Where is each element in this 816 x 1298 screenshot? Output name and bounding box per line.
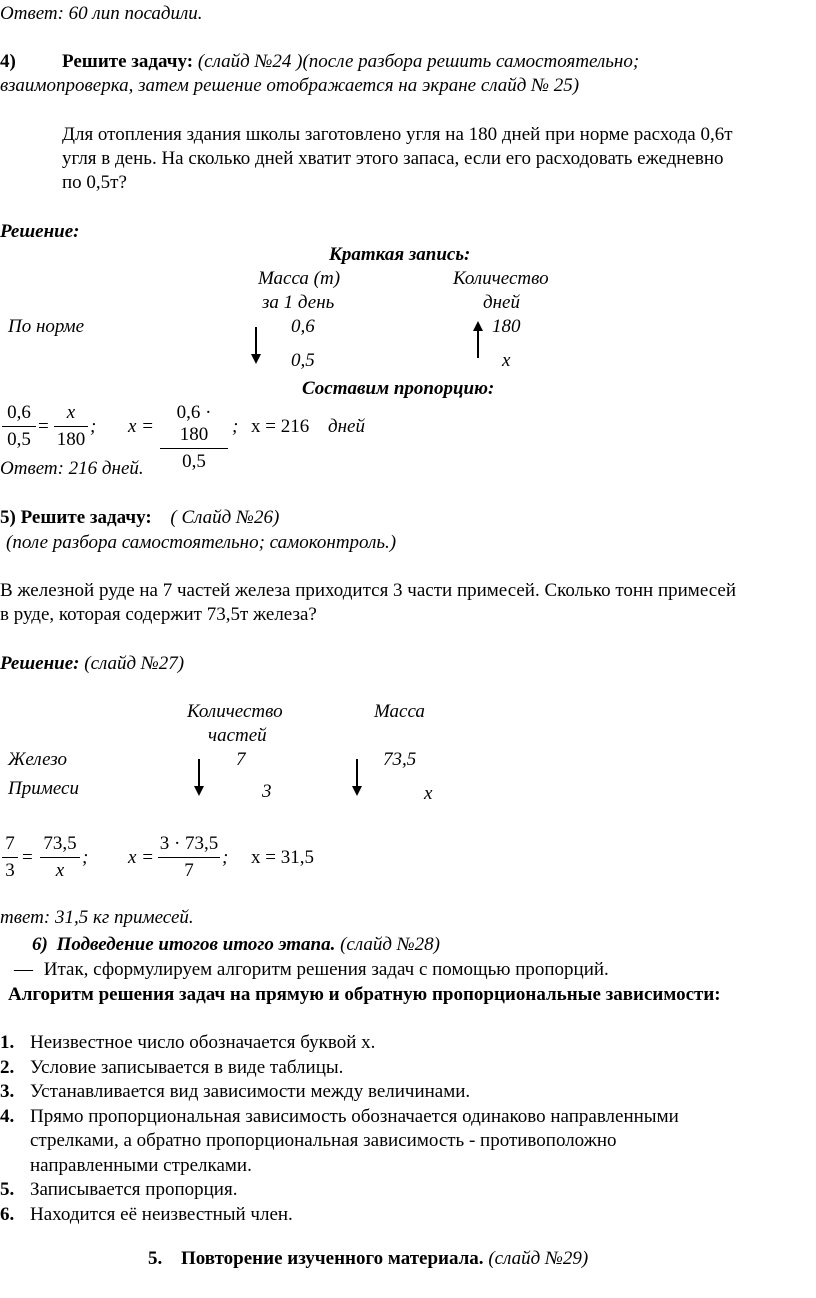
equals-sign: = bbox=[22, 847, 33, 868]
task5-solution-line bbox=[0, 652, 184, 676]
task4-col1-line2: за 1 день bbox=[262, 292, 335, 313]
algorithm-item bbox=[0, 1129, 617, 1153]
task5-col1-line1: Количество bbox=[187, 701, 283, 722]
fraction bbox=[158, 833, 220, 882]
task5-row2-parts: 3 bbox=[262, 781, 272, 802]
algorithm-item-text: направленными стрелками. bbox=[30, 1155, 252, 1176]
result-unit: дней bbox=[328, 416, 365, 437]
algorithm-item-text: Прямо пропорциональная зависимость обозначается одинаково направленными bbox=[30, 1106, 679, 1127]
task4-problem-line2: угля в день. На сколько дней хватит этого запаса, если его расходовать ежедневно bbox=[62, 148, 724, 169]
task4-col2-line2: дней bbox=[483, 292, 520, 313]
task4-note-line2: взаимопроверка, затем решение отображается на экране слайд № 25) bbox=[0, 75, 580, 96]
fraction-denominator: 7 bbox=[184, 860, 194, 881]
task5-row1-mass: 73,5 bbox=[383, 749, 417, 770]
fraction-numerator: 3 · 73,5 bbox=[159, 833, 219, 854]
result: x = 216 bbox=[251, 416, 310, 437]
task5-note: (поле разбора самостоятельно; самоконтроль.) bbox=[6, 532, 397, 553]
algorithm-item-text: Неизвестное число обозначается буквой х. bbox=[30, 1032, 376, 1053]
task4-row2-mass: 0,5 bbox=[291, 350, 315, 371]
step6-dash-text: Итак, сформулируем алгоритм решения задач с помощью пропорций. bbox=[43, 959, 609, 980]
fraction bbox=[2, 833, 18, 882]
fraction-denominator: 3 bbox=[5, 860, 15, 881]
fraction bbox=[160, 402, 228, 473]
task5-heading: Решите задачу: bbox=[20, 507, 152, 528]
step6-heading-line bbox=[32, 933, 440, 957]
algorithm-title: Алгоритм решения задач на прямую и обратную пропорциональные зависимости: bbox=[8, 984, 721, 1005]
list-number: 6. bbox=[0, 1204, 15, 1225]
fraction-numerator: 7 bbox=[5, 833, 15, 854]
fraction-denominator: 0,5 bbox=[7, 429, 31, 450]
step6-dash-line bbox=[14, 958, 609, 982]
task4-short-note-title: Краткая запись: bbox=[329, 244, 471, 265]
task5-col1-line2: частей bbox=[208, 725, 267, 746]
algorithm-item bbox=[0, 1105, 679, 1129]
equals-sign: = bbox=[38, 416, 49, 437]
arrow-down-icon bbox=[248, 326, 264, 366]
fraction-denominator: 0,5 bbox=[182, 451, 206, 472]
task4-note-line1: (слайд №24 )(после разбора решить самостоятельно; bbox=[197, 51, 640, 72]
task5-heading-line bbox=[0, 506, 279, 530]
list-number: 3. bbox=[0, 1081, 15, 1102]
fraction bbox=[54, 402, 88, 451]
task5-problem-line2: в руде, которая содержит 73,5т железа? bbox=[0, 604, 317, 625]
task5-row2-mass: х bbox=[424, 783, 433, 804]
fraction-denominator: 180 bbox=[56, 429, 86, 450]
task5-slide-note: ( Слайд №26) bbox=[170, 507, 280, 528]
section5-slide: (слайд №29) bbox=[488, 1248, 589, 1269]
algorithm-item-text: Устанавливается вид зависимости между величинами. bbox=[30, 1081, 471, 1102]
task4-col1-line1: Масса (т) bbox=[258, 268, 341, 289]
fraction-numerator: 0,6 · 180 bbox=[176, 402, 212, 445]
task4-row2-days: х bbox=[502, 350, 511, 371]
task4-row1-days: 180 bbox=[492, 316, 521, 337]
list-number: 2. bbox=[0, 1057, 15, 1078]
algorithm-item-text: Условие записывается в виде таблицы. bbox=[30, 1057, 344, 1078]
step6-slide: (слайд №28) bbox=[340, 934, 440, 955]
section5-heading-line bbox=[148, 1247, 588, 1271]
task5-answer: твет: 31,5 кг примесей. bbox=[0, 907, 194, 928]
task5-heading-num: 5) bbox=[0, 507, 16, 528]
algorithm-item bbox=[0, 1203, 293, 1227]
algorithm-item bbox=[0, 1178, 237, 1202]
separator: ; bbox=[82, 847, 89, 868]
separator: ; bbox=[222, 847, 229, 868]
task4-row1-label: По норме bbox=[8, 316, 85, 337]
algorithm-item bbox=[0, 1031, 375, 1055]
dash: — bbox=[14, 959, 33, 980]
separator: ; bbox=[90, 416, 97, 437]
step6-label: 6) bbox=[32, 934, 48, 955]
task4-proportion-title: Составим пропорцию: bbox=[302, 378, 495, 399]
step6-heading: Подведение итогов итого этапа. bbox=[56, 934, 336, 955]
section5-number: 5. bbox=[148, 1248, 163, 1269]
arrow-down-icon bbox=[349, 758, 365, 798]
task5-solution-label: Решение: bbox=[0, 653, 80, 674]
task4-heading: Решите задачу: bbox=[62, 51, 194, 72]
task4-number: 4) bbox=[0, 51, 16, 72]
algorithm-item bbox=[0, 1080, 470, 1104]
task5-row1-parts: 7 bbox=[236, 749, 246, 770]
separator: ; bbox=[232, 416, 239, 437]
fraction bbox=[2, 402, 36, 451]
fraction-numerator: x bbox=[66, 402, 76, 423]
fraction-numerator: 73,5 bbox=[43, 833, 77, 854]
fraction-denominator: x bbox=[55, 860, 65, 881]
section5-heading: Повторение изученного материала. bbox=[181, 1248, 484, 1269]
task4-solution-label: Решение: bbox=[0, 221, 80, 242]
algorithm-item-text: стрелками, а обратно пропорциональная зависимость - противоположно bbox=[30, 1130, 617, 1151]
task4-answer: Ответ: 216 дней. bbox=[0, 458, 144, 479]
list-number: 5. bbox=[0, 1179, 15, 1200]
arrow-down-icon bbox=[191, 758, 207, 798]
task4-row1-mass: 0,6 bbox=[291, 316, 315, 337]
list-number: 4. bbox=[0, 1106, 15, 1127]
task4-heading-line bbox=[62, 50, 639, 74]
fraction-numerator: 0,6 bbox=[7, 402, 31, 423]
task4-problem-line3: по 0,5т? bbox=[62, 172, 127, 193]
task4-problem-line1: Для отопления здания школы заготовлено угля на 180 дней при норме расхода 0,6т bbox=[62, 124, 733, 145]
algorithm-item-text: Записывается пропорция. bbox=[30, 1179, 238, 1200]
task4-col2-line1: Количество bbox=[453, 268, 549, 289]
x-equals: x = bbox=[128, 847, 155, 868]
algorithm-item bbox=[0, 1056, 343, 1080]
task5-col2: Масса bbox=[374, 701, 425, 722]
fraction bbox=[40, 833, 80, 882]
algorithm-item-text: Находится её неизвестный член. bbox=[30, 1204, 293, 1225]
task5-problem-line1: В железной руде на 7 частей железа приходится 3 части примесей. Сколько тонн примесей bbox=[0, 580, 736, 601]
list-number: 1. bbox=[0, 1032, 15, 1053]
answer-1: Ответ: 60 лип посадили. bbox=[0, 3, 203, 24]
x-equals: x = bbox=[128, 416, 155, 437]
arrow-up-icon bbox=[470, 320, 486, 360]
task5-row2-label: Примеси bbox=[8, 778, 79, 799]
task5-solution-slide: (слайд №27) bbox=[84, 653, 185, 674]
algorithm-item bbox=[0, 1154, 252, 1178]
task5-row1-label: Железо bbox=[8, 749, 67, 770]
result: x = 31,5 bbox=[251, 847, 314, 868]
